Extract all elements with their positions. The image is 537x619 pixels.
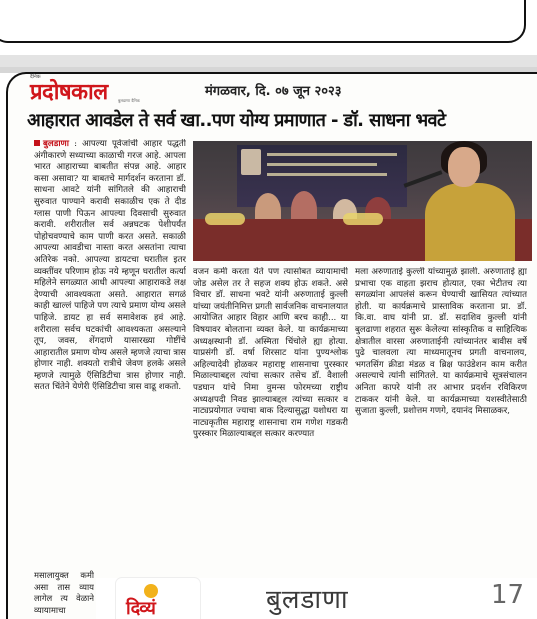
flower-decoration xyxy=(343,213,383,225)
city-name: बुलडाणा xyxy=(266,585,349,615)
article-column-1 xyxy=(34,139,186,569)
masthead-small-text: दैनिक xyxy=(30,74,41,80)
brand-logo-text: दिव्यं xyxy=(126,598,155,619)
event-photo xyxy=(193,141,532,261)
dateline-square-icon xyxy=(34,140,40,146)
banner-text-line xyxy=(267,173,387,176)
microphone xyxy=(404,170,443,187)
banner-text-line xyxy=(267,163,377,166)
article-column-1-text: : आपल्या पूर्वजांची आहार पद्धती अंगीकारणे सध्याच्या काळाची गरज आहे. आपला भारत आहाराच्या बाबतीत संपन्न आहे. आहार कसा असावा? या बाबतचे मार्गदर्शन करताना डॉ. साधना आवटे यांनी सांगितले की आहाराची सुरुवात पाण्याने करावी सकाळीच एक ते दीड ग्लास पाणी पिऊन आपल्या दिवसाची सुरुवात करावी. शरीरातील सर्व अन्नघटक पेशीपर्यंत पोहोचवण्याचे काम पाणी करत असते. सकाळी आपल्या आवडीचा नास्ता करत असतांना त्याचा अतिरेक नको. आपल्या डायटचा घरातील इतर व्यक्तींवर परिणाम होऊ नये म्हणून घरातील कर्त्या महिलेने सगळ्यात आधी आपल्या आहाराकडे लक्ष देण्याची आवश्यकता असते. आहारात सगळं काही खाल्लं पाहिजे पण त्याचे प्रमाण योग्य असले पाहिजे. डायट हा सर्व समावेशक हवं आहे. शरीराला सर्वच घटकांची आवश्यकता असल्याने तूप, जवस, शेंगदाणे यासारख्या गोष्टींचे आहारातील प्रमाण योग्य असले म्हणजे त्याचा त्रास होणार नाही. शक्यतो रात्रीचे जेवण हलके असले म्हणजे त्यामुळे ऍसिडिटीचा त्रास होणार नाही. सतत चिंतेने येणेरी ऍसिडिटीचा त्रास वाढू शकतो. xyxy=(34,139,186,393)
newspaper-logo: प्रदोषकाल xyxy=(30,80,108,105)
speaker-saree xyxy=(425,183,515,261)
speaker-face xyxy=(448,147,480,187)
article-column-1-tail: मसालायुक्त कमी असा तास व्याय लागेल त्य वेळाने व्यायामाचा xyxy=(34,570,94,615)
separator-band xyxy=(0,55,537,67)
masthead-tagline: बुलडाणा दैनिक xyxy=(118,98,140,103)
banner-text-line xyxy=(267,153,397,156)
next-card-header xyxy=(96,578,537,619)
portrait-frame xyxy=(241,149,261,175)
previous-card-bottom xyxy=(0,0,526,43)
article-column-3: मला अरुणाताई कुल्ली यांच्यामुळे झाली. अरुणाताई ह्या प्रभाचा एक वाहता झराच होत्यात, एका भेटीतच त्या सगळ्यांना आपलंसं करून घेण्याची खासियत त्यांच्यात होती. या कार्यक्रमाचे प्रास्ताविक करताना प्रा. डॉ. कि.वा. वाघ यांनी प्रा. डॉ. सदाशिव कुल्ली यांनी बुलढाणा शहरात सुरू केलेल्या सांस्कृतिक व साहित्यिक क्षेत्रातील वारसा अरुणाताईनी त्यांच्यानंतर बावीस वर्षे पुढे चालवला त्या माध्यमातूनच प्रगती वाचनालय, भगतसिंग क्रीडा मंडळ व ब्रिक्ष फाउंडेशन काम करीत असल्याचे त्यांनी सांगितले. या कार्यक्रमाचे सूत्रसंचालन अनिता कापरे यांनी तर आभार प्रदर्शन रविकिरण टाककर यांनी केले. या कार्यक्रमाच्या यशस्वीतेसाठी सुजाता कुल्ली, प्रशोत्तम गणगे, दयानंद मिसाळकर, xyxy=(355,267,527,417)
newspaper-masthead xyxy=(30,72,530,104)
brand-logo xyxy=(116,578,200,619)
page-number: 17 xyxy=(491,580,525,610)
article-column-2: वजन कमी करता येते पण त्यासोबत व्यायामाची जोड असेल तर ते सहज शक्य होऊ शकते. असे विचार डॉ. साधना भवटे यांनी अरुणाताई कुल्ली यांच्या जयंतीनिमित्त प्रगती सार्वजनिक वाचनालयात आयोजित आहार विहार आणि बरच काही... या विषयावर बोलताना व्यक्त केले. या कार्यक्रमाच्या अध्यक्षस्थानी डॉ. अस्मिता चिंचोले ह्या होत्या. याप्रसंगी डॉ. वर्षा शिरसाट यांना पुण्यश्लोक अहिल्यादेवी होळकर महाराष्ट्र शासनाचा पुरस्कार मिळाल्याबद्दल त्यांचा सत्कार तसेच डॉ. वैशाली पडघान यांचे निमा वुमन्स फोरमच्या राष्ट्रीय अध्यक्षपदी निवड झाल्याबद्दल त्यांच्या सत्कार व नाट्यप्रयोगात ज्याचा बाक दिल्यासुद्धा यशोधरा या नाट्यकृतीस महाराष्ट्र शासनाचा राम गणेश गडकरी पुरस्कार मिळाल्याबद्दल सत्कार करण्यात xyxy=(193,267,348,440)
edition-date: मंगळवार, दि. ०७ जून २०२३ xyxy=(205,84,342,99)
article-headline: आहारात आवडेल ते सर्व खा..पण योग्य प्रमाणात - डॉ. साधना भवटे xyxy=(27,110,446,131)
article-dateline: बुलडाणा xyxy=(43,139,69,149)
flower-decoration xyxy=(205,213,245,225)
